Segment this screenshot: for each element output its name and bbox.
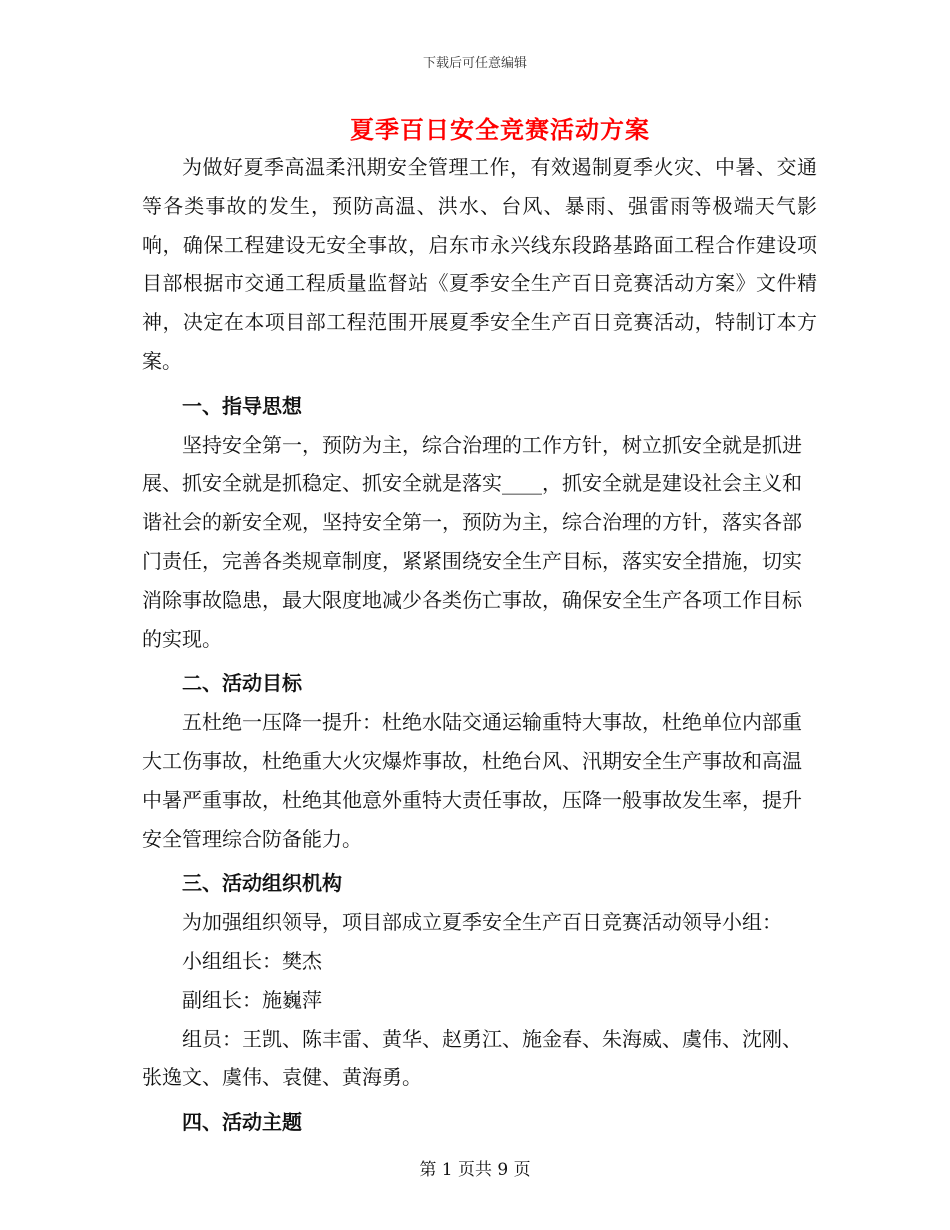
page-number-footer: 第 1 页共 9 页 bbox=[419, 1160, 531, 1180]
document-title: 夏季百日安全竞赛活动方案 bbox=[350, 115, 650, 144]
document-body bbox=[142, 148, 817, 1142]
section-heading-activity-goals: 二、活动目标 bbox=[182, 671, 302, 696]
activity-goals-paragraph: 五杜绝一压降一提升：杜绝水陆交通运输重特大事故，杜绝单位内部重大工伤事故，杜绝重大火灾爆炸事故，杜绝台风、汛期安全生产事故和高温中暑严重事故，杜绝其他意外重特大责任事故，压降一般事故发生率，提升安全管理综合防备能力。 bbox=[142, 710, 802, 851]
header-note: 下载后可任意编辑 bbox=[422, 56, 527, 71]
organization-paragraph: 为加强组织领导，项目部成立夏季安全生产百日竞赛活动领导小组： bbox=[182, 910, 782, 935]
section-heading-activity-theme: 四、活动主题 bbox=[182, 1110, 302, 1135]
deputy-leader-line: 副组长：施巍萍 bbox=[182, 987, 322, 1012]
guiding-ideology-paragraph: 坚持安全第一，预防为主，综合治理的工作方针，树立抓安全就是抓进展、抓安全就是抓稳定、抓安全就是落实____，抓安全就是建设社会主义和谐社会的新安全观，坚持安全第一，预防为主，综合治理的方针，落实各部门责任，完善各类规章制度，紧紧围绕安全生产目标，落实安全措施，切实消除事故隐患，最大限度地减少各类伤亡事故，确保安全生产各项工作目标的实现。 bbox=[142, 432, 802, 651]
group-leader-line: 小组组长：樊杰 bbox=[182, 948, 322, 973]
intro-paragraph: 为做好夏季高温柔汛期安全管理工作，有效遏制夏季火灾、中暑、交通等各类事故的发生，预防高温、洪水、台风、暴雨、强雷雨等极端天气影响，确保工程建设无安全事故，启东市永兴线东段路基路面工程合作建设项目部根据市交通工程质量监督站《夏季安全生产百日竞赛活动方案》文件精神，决定在本项目部工程范围开展夏季安全生产百日竞赛活动，特制订本方案。 bbox=[142, 155, 817, 373]
section-heading-organization: 三、活动组织机构 bbox=[182, 871, 342, 896]
section-heading-guiding-ideology: 一、指导思想 bbox=[182, 393, 302, 418]
group-members-line: 组员：王凯、陈丰雷、黄华、赵勇江、施金春、朱海威、虞伟、沈刚、张逸文、虞伟、袁健、黄海勇。 bbox=[142, 1026, 802, 1090]
